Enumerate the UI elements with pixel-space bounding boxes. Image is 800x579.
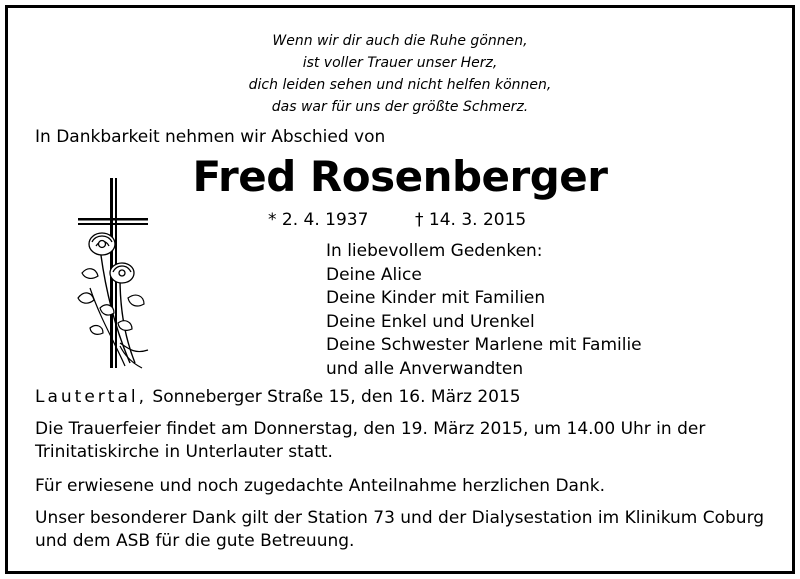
poem [0,30,800,118]
poem-line: ist voller Trauer unser Herz, [302,55,498,71]
poem-line: dich leiden sehen und nicht helfen können, [248,77,552,93]
mourners-list [326,240,642,381]
poem-line: das war für uns der größte Schmerz. [271,99,529,115]
poem-line: Wenn wir dir auch die Ruhe gönnen, [272,33,528,49]
cross-with-roses-icon [70,178,160,373]
mourners-line: Deine Schwester Marlene mit Familie [326,335,642,355]
death-date: † 14. 3. 2015 [415,210,527,230]
birth-date: * 2. 4. 1937 [268,210,369,230]
mourners-line: Deine Kinder mit Familien [326,288,546,308]
intro-text: In Dankbarkeit nehmen wir Abschied von [35,127,386,147]
town: Lautertal, [35,387,147,407]
special-thanks-text: Unser besonderer Dank gilt der Station 73 und der Dialysestation im Klinikum Coburg und dem ASB für die gute Betreuung. [35,508,765,551]
deceased-name: Fred Rosenberger [192,152,608,201]
funeral-info: Die Trauerfeier findet am Donnerstag, den 19. März 2015, um 14.00 Uhr in der Trinitatiskirche in Unterlauter statt. [35,419,706,462]
place-and-date [35,387,521,407]
thanks-text: Für erwiesene und noch zugedachte Anteilnahme herzlichen Dank. [35,476,605,496]
mourners-line: Deine Enkel und Urenkel [326,311,535,332]
mourners-line: Deine Alice [326,264,422,285]
mourners-line: und alle Anverwandten [326,358,524,379]
mourners-line: In liebevollem Gedenken: [326,241,543,261]
address-date: Sonneberger Straße 15, den 16. März 2015 [147,387,521,407]
